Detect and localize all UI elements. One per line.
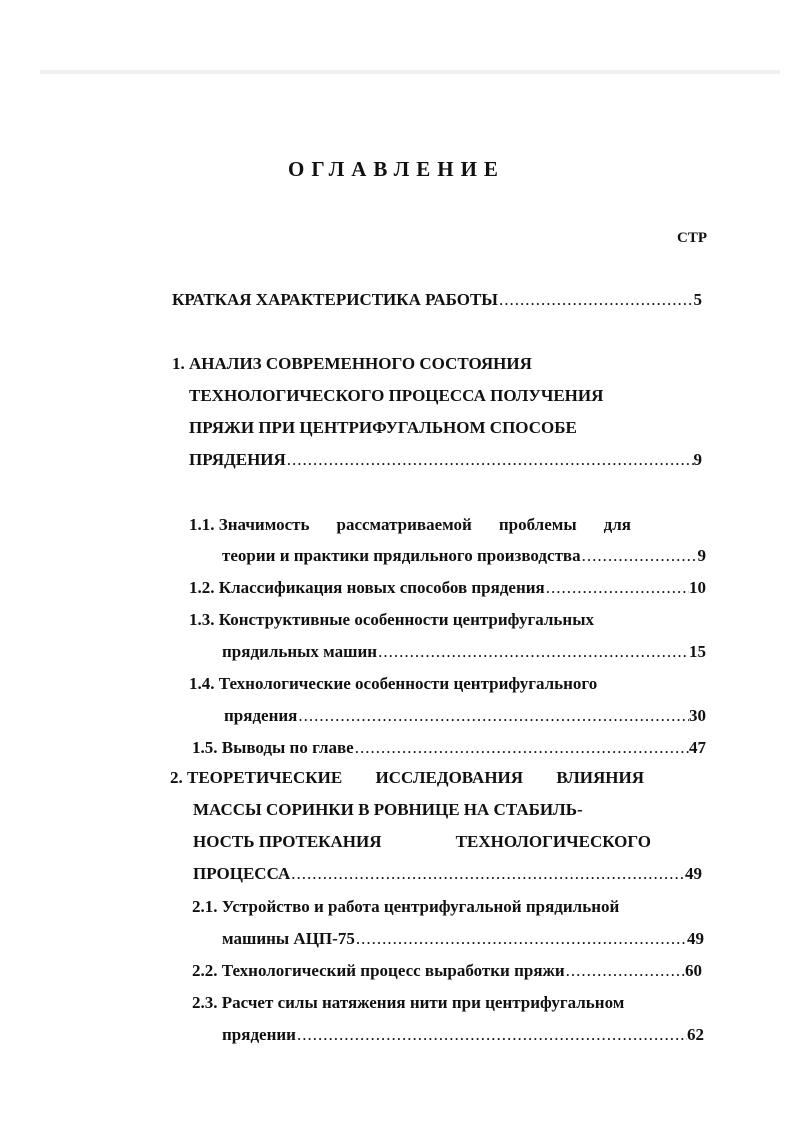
toc-chapter-1-line-4: [189, 449, 702, 471]
toc-word: ИССЛЕДОВАНИЯ: [375, 768, 524, 787]
toc-page-number: 60: [685, 961, 702, 980]
dot-leader: [565, 960, 685, 982]
dot-leader: [354, 737, 689, 759]
toc-section-2-1-line-2: [222, 928, 704, 950]
toc-section-1-3-line-1: 1.3. Конструктивные особенности центрифугальных: [189, 610, 594, 629]
dot-leader: [581, 545, 698, 567]
dot-leader: [296, 1024, 687, 1046]
toc-section-2-2: [192, 960, 702, 982]
toc-page-number: 9: [693, 450, 702, 469]
dot-leader: [377, 641, 689, 663]
toc-word: рассматриваемой: [336, 515, 472, 534]
dot-leader: [545, 577, 689, 599]
toc-entry-title: прядильных машин: [222, 642, 378, 661]
toc-section-1-1-line-2: [222, 545, 706, 567]
toc-word: проблемы: [498, 515, 577, 534]
scan-edge-shadow: [40, 70, 780, 74]
toc-entry-title: прядения: [224, 706, 298, 725]
page-column-label: СТР: [677, 230, 707, 246]
toc-word: ТЕХНОЛОГИЧЕСКОГО: [455, 832, 651, 851]
toc-entry-title: 2.2. Технологический процесс выработки пряжи: [192, 961, 565, 980]
toc-chapter-2-line-4: [193, 863, 702, 885]
toc-entry-title: прядении: [222, 1025, 296, 1044]
dot-leader: [290, 863, 685, 885]
toc-section-2-3-line-2: [222, 1024, 704, 1046]
toc-section-1-4-line-1: 1.4. Технологические особенности центрифугального: [189, 674, 598, 693]
toc-entry-title: 1.5. Выводы по главе: [192, 738, 354, 757]
toc-page-number: 47: [689, 738, 706, 757]
toc-word: 2. ТЕОРЕТИЧЕСКИЕ: [170, 768, 343, 787]
page-title: ОГЛАВЛЕНИЕ: [288, 157, 505, 181]
toc-chapter-2-line-1: [170, 767, 644, 789]
toc-page-number: 5: [693, 290, 702, 309]
toc-page-number: 15: [689, 642, 706, 661]
toc-entry-summary: [172, 289, 702, 311]
toc-section-1-1-line-1: [189, 514, 631, 536]
toc-chapter-1-line-1: 1. АНАЛИЗ СОВРЕМЕННОГО СОСТОЯНИЯ: [172, 354, 532, 373]
toc-word: 1.1. Значимость: [189, 515, 310, 534]
toc-chapter-1-line-3: ПРЯЖИ ПРИ ЦЕНТРИФУГАЛЬНОМ СПОСОБЕ: [189, 418, 577, 437]
toc-section-2-3-line-1: 2.3. Расчет силы натяжения нити при центрифугальном: [192, 993, 625, 1012]
toc-entry-title: машины АЦП-75: [222, 929, 355, 948]
toc-entry-title: ПРЯДЕНИЯ: [189, 450, 286, 469]
toc-chapter-1-line-2: ТЕХНОЛОГИЧЕСКОГО ПРОЦЕССА ПОЛУЧЕНИЯ: [189, 386, 604, 405]
toc-section-2-1-line-1: 2.1. Устройство и работа центрифугальной прядильной: [192, 897, 620, 916]
toc-chapter-2-line-3: [193, 831, 651, 853]
toc-entry-title: теории и практики прядильного производства: [222, 546, 581, 565]
toc-entry-title: КРАТКАЯ ХАРАКТЕРИСТИКА РАБОТЫ: [172, 290, 498, 309]
toc-entry-title: 1.2. Классификация новых способов прядения: [189, 578, 545, 597]
toc-section-1-5: [192, 737, 706, 759]
toc-page-number: 30: [689, 706, 706, 725]
toc-word: для: [603, 515, 631, 534]
toc-section-1-2: [189, 577, 706, 599]
toc-page-number: 49: [687, 929, 704, 948]
toc-page-number: 10: [689, 578, 706, 597]
toc-word: ВЛИЯНИЯ: [556, 768, 644, 787]
toc-entry-title: ПРОЦЕССА: [193, 864, 291, 883]
toc-word: НОСТЬ ПРОТЕКАНИЯ: [193, 832, 382, 851]
toc-page-number: 62: [687, 1025, 704, 1044]
dot-leader: [286, 449, 694, 471]
dot-leader: [297, 705, 689, 727]
dot-leader: [498, 289, 694, 311]
dot-leader: [355, 928, 687, 950]
toc-page-number: 9: [697, 546, 706, 565]
toc-section-1-3-line-2: [222, 641, 706, 663]
toc-section-1-4-line-2: [224, 705, 706, 727]
toc-chapter-2-line-2: МАССЫ СОРИНКИ В РОВНИЦЕ НА СТАБИЛЬ-: [193, 800, 583, 819]
toc-page-number: 49: [685, 864, 702, 883]
